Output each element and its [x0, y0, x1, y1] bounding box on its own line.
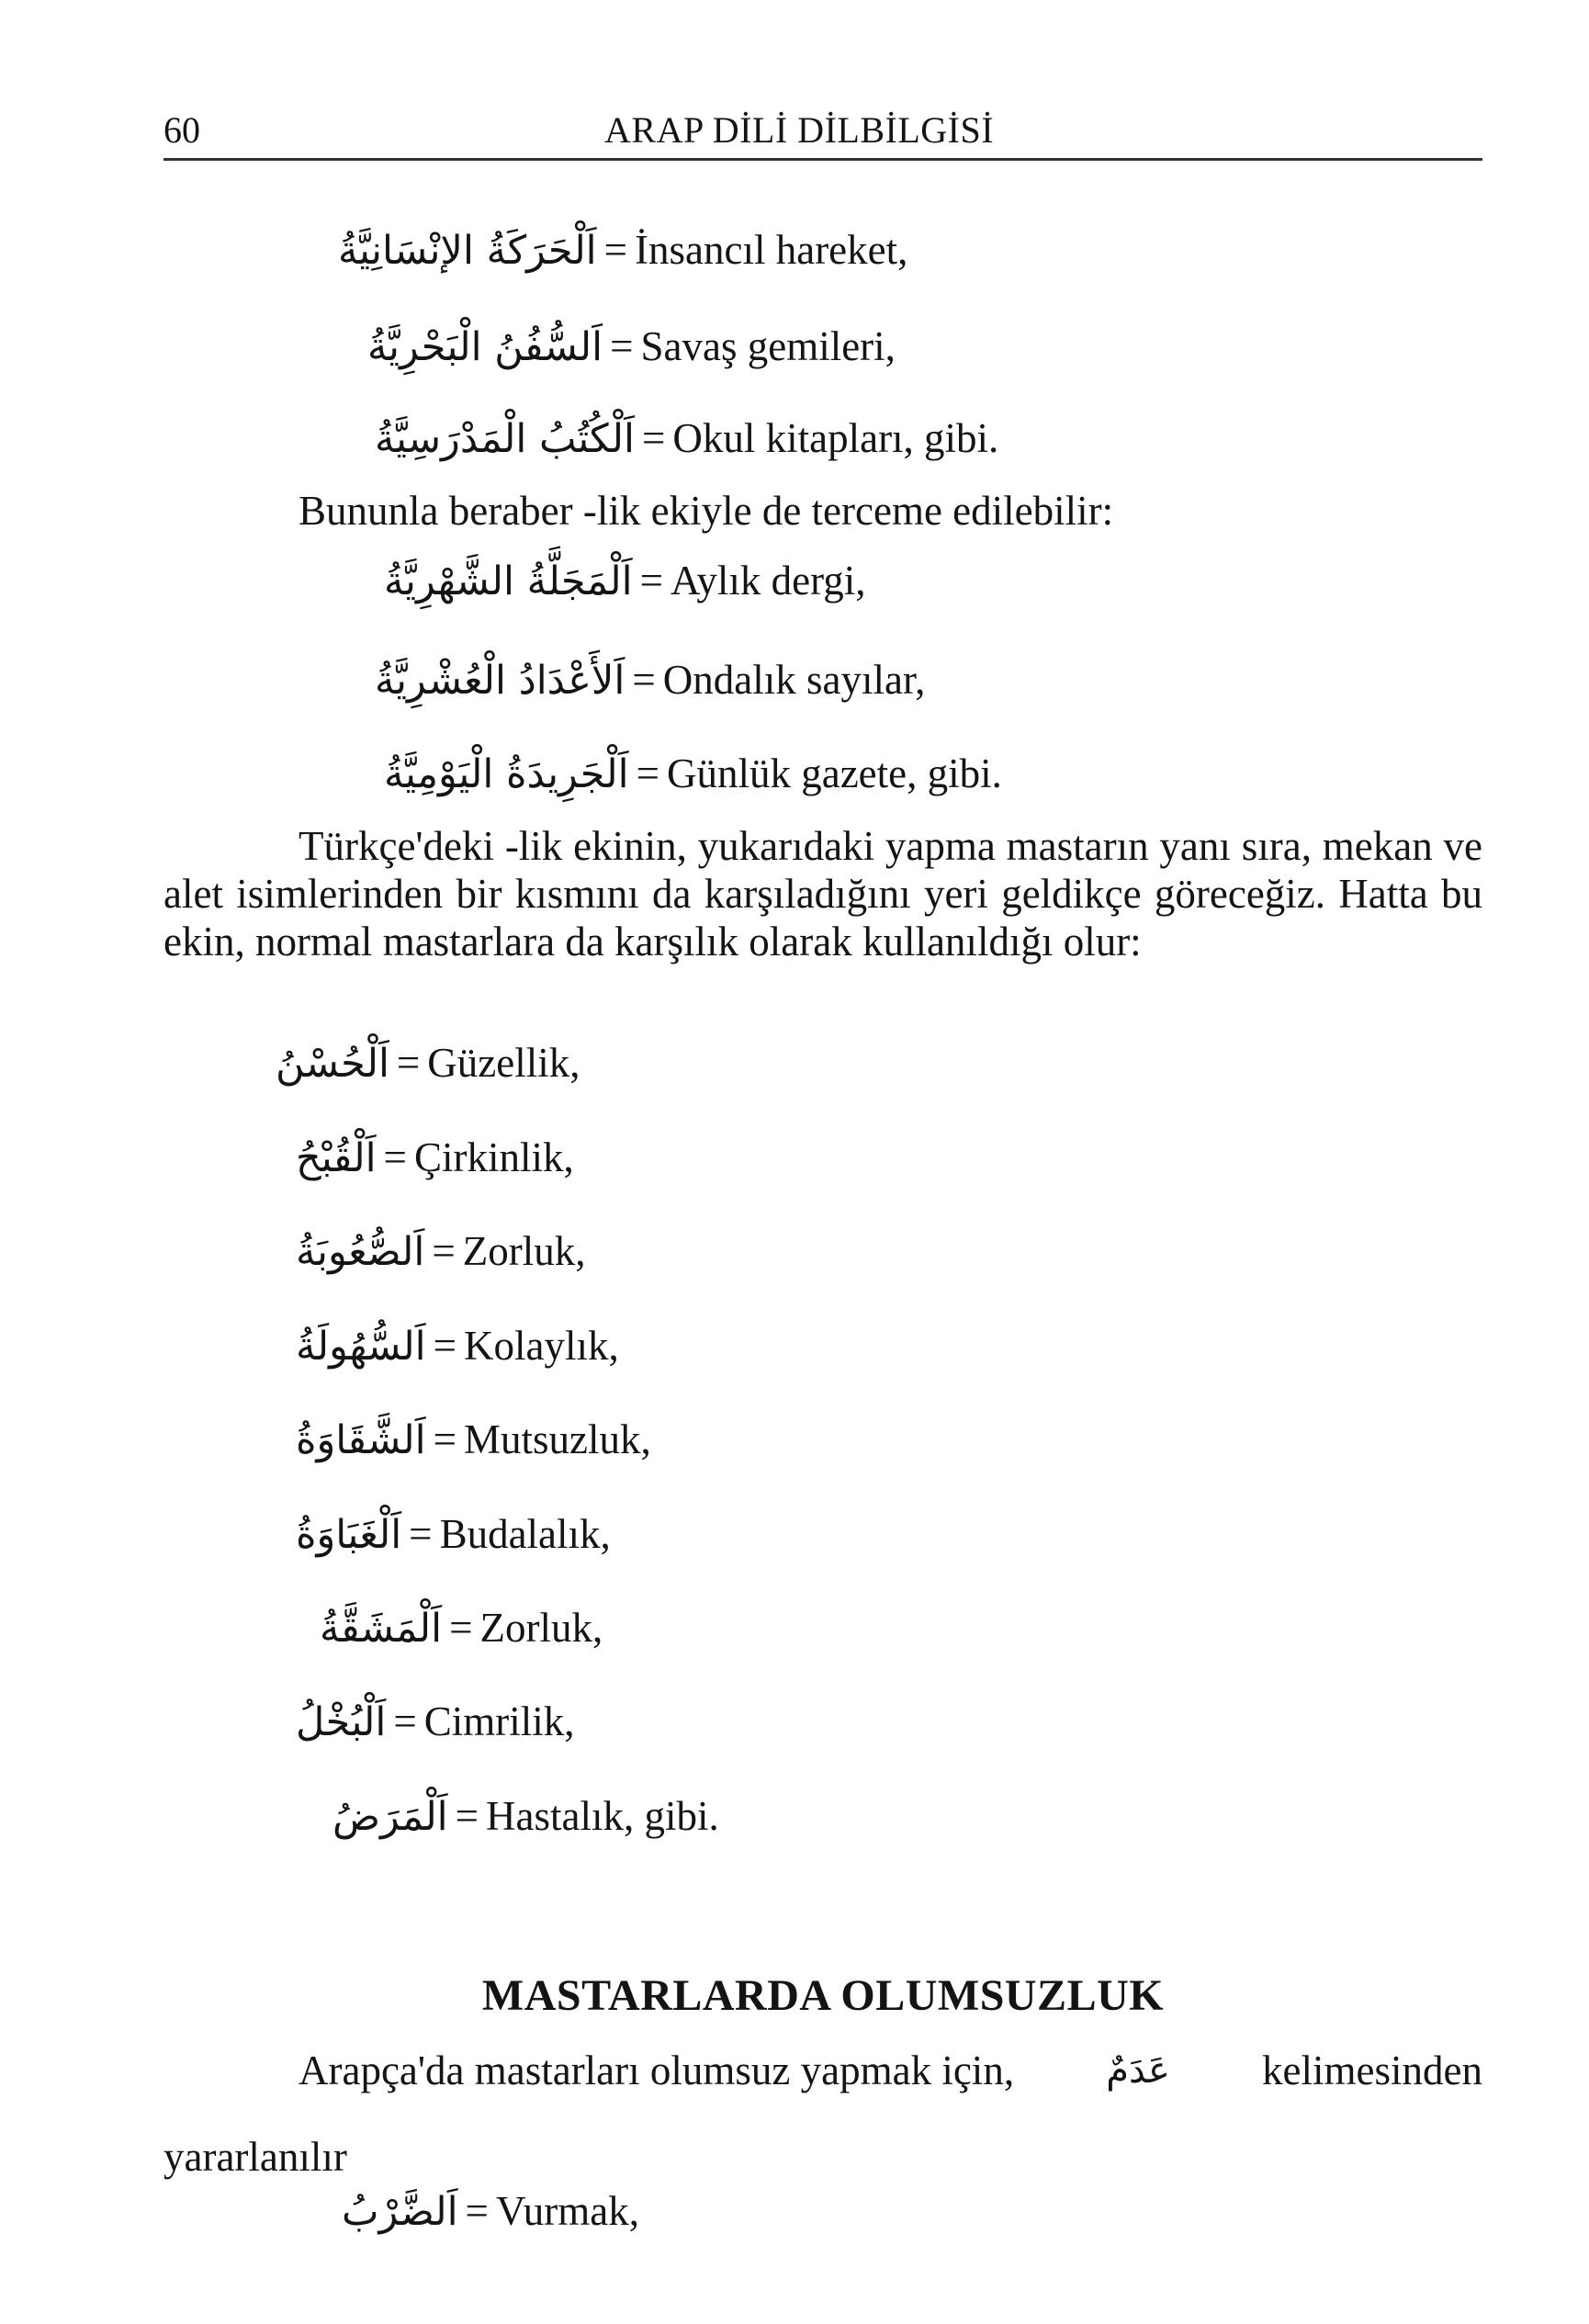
turkish-meaning: Hastalık, gibi. [486, 1793, 719, 1839]
vocab-entry [296, 1511, 611, 1558]
arabic-term: اَلْبُخْلُ [296, 1699, 387, 1745]
equals-sign: = [393, 1698, 417, 1744]
turkish-meaning: Cimrilik, [423, 1698, 575, 1744]
equals-sign: = [433, 1323, 456, 1369]
intro-line: Bununla beraber -lik ekiyle de terceme edilebilir: [299, 488, 1114, 534]
vocab-entry [375, 657, 926, 704]
arabic-term: اَلشَّقَاوَةُ [296, 1417, 426, 1463]
turkish-meaning: Güzellik, [427, 1040, 580, 1086]
equals-sign: = [465, 2188, 489, 2234]
arabic-term: اَلْمَجَلَّةُ الشَّهْرِيَّةُ [384, 558, 633, 604]
section-paragraph [299, 2047, 1482, 2094]
arabic-term: اَلْحُسْنُ [276, 1041, 389, 1087]
vocab-entry [375, 415, 999, 462]
vocab-entry [296, 1698, 575, 1745]
section-paragraph-continuation: yararlanılır [163, 2134, 347, 2180]
arabic-term: اَلْقُبْحُ [296, 1135, 377, 1181]
page-number: 60 [163, 109, 200, 151]
arabic-term: اَلْمَشَقَّةُ [320, 1606, 443, 1652]
equals-sign: = [639, 558, 663, 604]
equals-sign: = [632, 657, 656, 703]
vocab-entry [384, 750, 1002, 797]
body-paragraph: Türkçe'deki -lik ekinin, yukarıdaki yapma mastarın yanı sıra, mekan ve alet isimlerinden bir kısmını da karşıladığını yeri geldikçe göreceğiz. Hatta bu ekin, normal mastarlara da karşılık olarak kullanıldığı olur: [163, 823, 1482, 965]
turkish-meaning: İnsancıl hareket, [635, 227, 908, 273]
turkish-meaning: Kolaylık, [464, 1323, 619, 1369]
vocab-entry [332, 1793, 719, 1840]
running-title: ARAP DİLİ DİLBİLGİSİ [604, 109, 995, 151]
turkish-meaning: Çirkinlik, [413, 1134, 574, 1180]
vocab-entry [384, 560, 866, 602]
equals-sign: = [641, 415, 666, 461]
turkish-meaning: Zorluk, [462, 1228, 586, 1274]
turkish-meaning: Günlük gazete, gibi. [666, 750, 1002, 796]
turkish-meaning: Zorluk, [479, 1605, 603, 1651]
equals-sign: = [455, 1793, 479, 1839]
vocab-entry [367, 323, 896, 370]
vocab-entry [342, 2188, 639, 2235]
header-rule [163, 158, 1482, 161]
arabic-term: اَلأَعْدَادُ الْعُشْرِيَّةُ [375, 658, 625, 704]
turkish-meaning: Mutsuzluk, [463, 1416, 651, 1462]
arabic-term: اَلسُّفُنُ الْبَحْرِيَّةُ [367, 324, 603, 370]
arabic-term: اَلْجَرِيدَةُ الْيَوْمِيَّةُ [384, 751, 629, 797]
arabic-term: اَلصُّعُوبَةُ [296, 1229, 425, 1275]
turkish-meaning: Vurmak, [495, 2188, 639, 2234]
vocab-entry [296, 1134, 574, 1181]
turkish-meaning: Savaş gemileri, [640, 323, 896, 369]
equals-sign: = [433, 1416, 456, 1462]
arabic-term: اَلْمَرَضُ [332, 1794, 448, 1840]
vocab-entry [320, 1605, 603, 1652]
equals-sign: = [636, 750, 659, 796]
vocab-entry [296, 1416, 651, 1463]
equals-sign: = [449, 1605, 473, 1651]
equals-sign: = [383, 1134, 407, 1180]
arabic-term: اَلسُّهُولَةُ [296, 1324, 426, 1370]
vocab-entry [296, 1228, 586, 1275]
equals-sign: = [396, 1040, 421, 1086]
vocab-entry [296, 1323, 619, 1370]
arabic-term: اَلضَّرْبُ [342, 2189, 458, 2235]
equals-sign: = [610, 323, 634, 369]
arabic-inline-term: عَدَمٌ [1106, 2049, 1170, 2092]
section-text-after: kelimesinden [1262, 2048, 1482, 2093]
turkish-meaning: Okul kitapları, gibi. [672, 415, 999, 461]
turkish-meaning: Ondalık sayılar, [662, 657, 926, 703]
equals-sign: = [409, 1511, 433, 1557]
turkish-meaning: Budalalık, [439, 1511, 611, 1557]
arabic-term: اَلْحَرَكَةُ الإنْسَانِيَّةُ [338, 228, 597, 274]
arabic-term: اَلْغَبَاوَةُ [296, 1512, 402, 1558]
page-header [163, 101, 1482, 156]
vocab-entry [276, 1040, 580, 1087]
section-heading: MASTARLARDA OLUMSUZLUK [481, 1971, 1165, 2020]
vocab-entry [338, 227, 908, 274]
turkish-meaning: Aylık dergi, [671, 558, 866, 604]
equals-sign: = [603, 227, 628, 273]
arabic-term: اَلْكُتُبُ الْمَدْرَسِيَّةُ [375, 416, 635, 462]
equals-sign: = [432, 1228, 456, 1274]
section-text-before: Arapça'da mastarları olumsuz yapmak için, [299, 2048, 1015, 2093]
